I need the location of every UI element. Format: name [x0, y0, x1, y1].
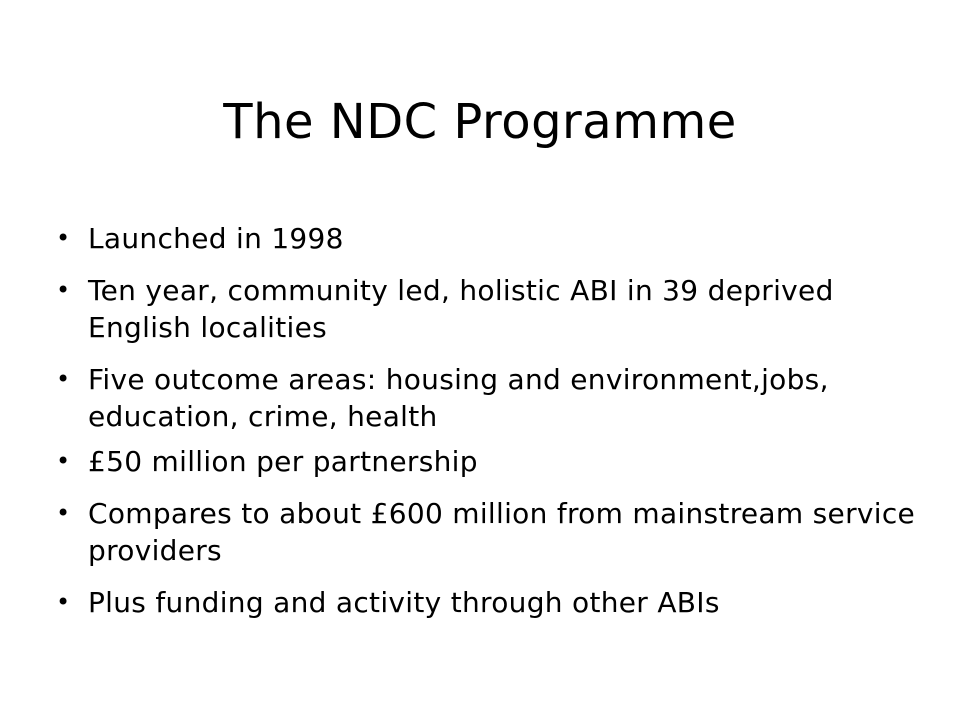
- bullet-text: Compares to about £600 million from mainstream service providers: [88, 497, 916, 567]
- bullet-item: [56, 495, 916, 569]
- bullet-item: [56, 272, 916, 346]
- bullet-marker: •: [56, 276, 71, 304]
- bullet-list: [56, 220, 916, 621]
- bullet-item: [56, 443, 916, 480]
- slide-title: The NDC Programme: [223, 94, 737, 150]
- bullet-text: £50 million per partnership: [88, 445, 478, 478]
- bullet-marker: •: [56, 499, 71, 527]
- bullet-text: Launched in 1998: [88, 222, 344, 255]
- bullet-marker: •: [56, 447, 71, 475]
- bullet-marker: •: [56, 224, 71, 252]
- bullet-marker: •: [56, 365, 71, 393]
- bullet-marker: •: [56, 588, 71, 616]
- bullet-text: Plus funding and activity through other ABIs: [88, 586, 720, 619]
- bullet-item: [56, 220, 916, 257]
- bullet-text: Five outcome areas: housing and environment,jobs, education, crime, health: [88, 363, 829, 433]
- bullet-text: Ten year, community led, holistic ABI in 39 deprived English localities: [88, 274, 834, 344]
- bullet-item: [56, 584, 916, 621]
- bullet-item: [56, 361, 916, 435]
